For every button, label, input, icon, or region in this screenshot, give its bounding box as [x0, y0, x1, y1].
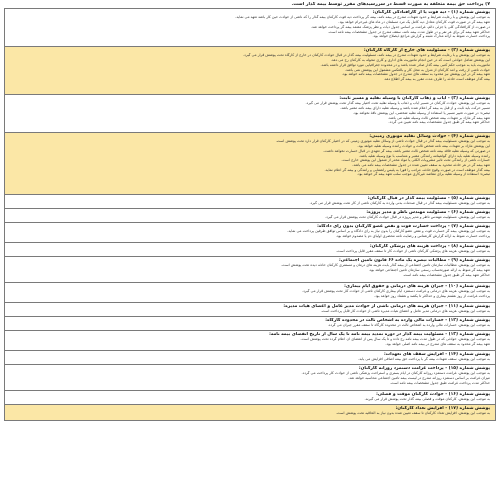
- coverage-title: پوشش شماره (۱۲) - خسارات مالی وارده به اشخاص ثالث در محدوده کارگاه:: [325, 318, 490, 323]
- document-header-line: ۷) پرداخت حق بیمه متعلقه به صورت قسط در سررسیدهای مقرر توسط بیمه گذار است.: [291, 2, 490, 7]
- coverage-text-line: به موجب این پوشش، مسئولیت بیمه گذار در قبال صدمات بدنی وارده به کارکنان ناشی از کار تحت پوشش قرار می گیرد.: [309, 201, 490, 206]
- coverage-section: [5, 303, 495, 317]
- coverage-text-line: به موجب این پوشش، مطالبات سازمان تامین اجتماعی از بیمه گذار بابت هزینه های درمان و مستمری کارکنان حادثه دیده تحت پوشش است.: [280, 263, 490, 268]
- coverage-text-line: به موجب این پوشش، هزینه های درمانی مدیر عامل و اعضای هیات مدیره ناشی از حوادث کار قابل پرداخت است.: [320, 309, 490, 314]
- coverage-title: پوشش شماره (۳) - ایاب و ذهاب کارکنان با وسیله نقلیه و مسیر ثابت:: [339, 96, 490, 101]
- coverage-section: [5, 95, 495, 133]
- coverage-text-line: در صورت از کارافتادگی کلی یا جزئی دائم، غرامت بر اساس جدول دیات و نظر پزشک معتمد بیمه گر پرداخت خواهد شد.: [310, 24, 490, 29]
- coverage-title: پوشش شماره (۱۶) - حوادث کارکنان موقت و فصلی:: [376, 392, 490, 397]
- coverage-text-line: بیمه گذار موظف است در صورت وقوع حادثه، مراتب را فوراً به پلیس راهنمایی و رانندگی و بیمه گر اعلام نماید.: [324, 167, 490, 172]
- coverage-text-line: پرداخت خسارت منوط به ارائه مدارک مثبته و گزارش مراجع ذیصلاح خواهد بود.: [372, 34, 490, 39]
- coverage-section: [5, 317, 495, 331]
- coverage-text-line: تعهد بیمه گر در این پوشش نیز محدود به سقف های مندرج در جدول مشخصات بیمه نامه خواهد بود.: [341, 72, 490, 77]
- coverage-section: [5, 391, 495, 405]
- coverage-title: پوشش شماره (۲) - مسئولیت های خارج از کارگاه کارکنان:: [363, 48, 490, 53]
- coverage-text-line: بیمه گذار موظف است حادثه را ظرف مدت مقرر به بیمه گر اطلاع دهد.: [383, 76, 490, 81]
- coverage-section: [5, 405, 495, 421]
- coverage-text-line: به موجب این پوشش و با رعایت شرایط و حدود تعهدات مندرج در بیمه نامه، بیمه گر پرداخت دیه فوت کارکنان بیمه گذار را که ناشی از حوادث حین کار باشد تعهد می نماید.: [235, 15, 490, 20]
- coverage-section: [5, 133, 495, 195]
- coverage-text-line: حداکثر تعهد بیمه گر طبق جدول مشخصات بیمه نامه است.: [402, 272, 490, 277]
- coverage-text-line: این پوشش شامل حوادثی است که در حین انجام ماموریت های اداری و کاری محوله به کارکنان رخ می دهد.: [330, 58, 490, 63]
- coverage-text-line: به موجب این پوشش، کارکنان موقت و فصلی بیمه گذار تحت پوشش قرار می گیرند.: [364, 397, 490, 402]
- coverage-text-line: تبصره: استفاده از وسیله نقلیه برای مقاصد غیرکاری موجب سلب تعهد بیمه گر خواهد بود.: [356, 172, 490, 177]
- coverage-title: پوشش شماره (۱) - دیه فوت یا از کارافتادگی کارکنان:: [372, 10, 490, 15]
- coverage-text-line: تعهد بیمه گر منوط به ارائه صورتحساب رسمی سازمان تامین اجتماعی خواهد بود.: [368, 268, 490, 273]
- coverage-text-line: به موجب این پوشش، مسئولیت بیمه گذار در قبال حوادث ناشی از وسائل نقلیه موتوری زمینی که در اختیار کارکنان قرار دارد تحت پوشش است.: [275, 139, 490, 144]
- coverage-text-line: در صورتی که وسیله نقلیه فاقد بیمه نامه شخص ثالث معتبر باشد، بیمه گر تعهدی در قبال خسارت نخواهد داشت.: [323, 148, 490, 153]
- coverage-section: [5, 223, 495, 243]
- coverage-text-line: به موجب این پوشش، بیمه گر خسارت فوت و نقص عضو کارکنان را بدون نیاز به رای دادگاه و بر اساس توافق طرفین پرداخت می نماید.: [287, 229, 490, 234]
- coverage-text-line: راننده وسیله نقلیه باید دارای گواهینامه رانندگی معتبر و متناسب با نوع وسیله نقلیه باشد.: [358, 153, 490, 158]
- coverage-text-line: میزان غرامت بر اساس دستمزد روزانه مندرج در لیست بیمه تامین اجتماعی محاسبه خواهد شد.: [348, 376, 490, 381]
- coverage-section: [5, 47, 495, 95]
- coverage-text-line: به موجب این پوشش، مسئولیت مهندس ناظر و مدیر پروژه در قبال حوادث کارکنان تحت پوشش قرار می گیرد.: [324, 215, 490, 220]
- coverage-section: [5, 331, 495, 351]
- coverage-section: [5, 9, 495, 47]
- coverage-title: پوشش شماره (۱۴) - افزایش سقف های تعهدات:: [383, 352, 490, 357]
- coverage-text-line: به موجب این پوشش، سقف تعهدات بیمه گر با پرداخت حق بیمه اضافی افزایش می یابد.: [358, 357, 490, 362]
- coverage-title: پوشش شماره (۶) - مسئولیت مهندس ناظر و مدیر پروژه:: [366, 210, 490, 215]
- coverage-text-line: به موجب این پوشش، خسارات مالی وارده به اشخاص ثالث در محدوده کارگاه تا سقف مقرر جبران می گردد.: [327, 323, 490, 328]
- coverage-text-line: ماموریت باید به موجب حکم کتبی بیمه گذار صادر شده باشد و در محدوده جغرافیایی مورد توافق قرار داشته باشد.: [320, 62, 490, 67]
- coverage-text-line: مسیر حرکت باید ثابت و از قبل به بیمه گر اعلام شده باشد و وسیله نقلیه دارای بیمه نامه معتبر باشد.: [340, 106, 490, 111]
- coverage-text-line: به موجب این پوشش، افزایش تعداد کارکنان تا سقف تعیین شده بدون نیاز به الحاقیه تحت پوشش است.: [335, 411, 490, 416]
- coverage-text-line: پرداخت خسارت منوط به ارائه گزارش کارشناس و رضایت نامه محضری اولیای دم یا مصدوم خواهد بود.: [335, 234, 490, 239]
- coverage-text-line: تعهد بیمه گر در هر حادثه محدود به سقف تعیین شده در جدول مشخصات بیمه نامه می باشد.: [352, 162, 490, 167]
- coverage-title: پوشش شماره (۸) - پرداخت هزینه های پزشکی کارکنان:: [369, 244, 490, 249]
- coverage-text-line: حوادث ناشی از رفت و آمد کارکنان از منزل به محل کار و بالعکس مشمول این پوشش نمی باشد.: [344, 67, 490, 72]
- coverage-text-line: به موجب این پوشش، غرامت دستمزد روزانه کارکنان در ایام بستری و استراحت پزشکی ناشی از حوادث کار پرداخت می گردد.: [301, 371, 490, 376]
- coverage-title: پوشش شماره (۷) - پرداخت خسارت فوت و نقص عضو کارکنان بدون رای دادگاه:: [317, 224, 490, 229]
- coverage-text-line: حداکثر تعهد بیمه گر برای هر نفر و در طول مدت بیمه نامه، سقف مندرج در جدول مشخصات بیمه نامه است.: [327, 29, 490, 34]
- coverage-title: پوشش شماره (۴) - حوادث وسائل نقلیه موتوری زمینی:: [369, 134, 490, 139]
- coverage-text-line: خسارات ناشی از رانندگی تحت تاثیر مشروبات الکلی یا مواد مخدر از شمول این پوشش خارج است.: [341, 158, 490, 163]
- coverage-text-line: تعهد بیمه گر مازاد بر تعهدات بیمه شخص ثالث وسیله نقلیه می باشد.: [387, 115, 490, 120]
- coverage-text-line: این پوشش مازاد بر تعهدات بیمه نامه شخص ثالث و حوادث راننده وسیله نقلیه خواهد بود.: [357, 144, 490, 149]
- coverage-text-line: پرداخت غرامت از روز هشتم بیماری و حداکثر تا یکصد و هشتاد روز خواهد بود.: [374, 294, 490, 299]
- coverage-title: پوشش شماره (۱۵) - پرداخت غرامت دستمزد روزانه کارکنان:: [358, 366, 490, 371]
- coverage-text-line: به موجب این پوشش و با رعایت شرایط و حدود تعهدات مندرج در بیمه نامه، مسئولیت بیمه گذار در قبال حوادث کارکنان در خارج از کارگاه تحت پوشش قرار می گیرد.: [243, 53, 490, 58]
- coverage-title: پوشش شماره (۱۰) - جبران هزینه های درمانی و حقوق ایام بیماری:: [344, 284, 490, 289]
- coverage-section: [5, 257, 495, 283]
- coverage-title: پوشش شماره (۹) - مطالبات تبصره یک ماده ۶۶ قانون تامین اجتماعی:: [339, 258, 490, 263]
- coverage-text-line: به موجب این پوشش، حوادثی که در طول مدت بیمه نامه رخ داده و تا یک سال پس از انقضای آن اعلام گردد تحت پوشش است.: [300, 337, 490, 342]
- coverage-section: [5, 243, 495, 257]
- coverage-text-line: به موجب این پوشش، هزینه های درمانی و غرامت دستمزد ایام بیماری کارکنان ناشی از حوادث کار تحت پوشش قرار می گیرد.: [301, 289, 490, 294]
- coverage-text-line: حداکثر تعهد بیمه گر طبق جدول مشخصات بیمه نامه تعیین می گردد.: [388, 120, 490, 125]
- coverage-text-line: به موجب این پوشش، حوادث کارکنان در مسیر ایاب و ذهاب با وسیله نقلیه تحت اختیار بیمه گذار تحت پوشش قرار می گیرد.: [305, 101, 490, 106]
- coverage-section: [5, 283, 495, 303]
- coverage-title: پوشش شماره (۱۳) - مسئولیت بیمه گذار در دوره تمدید بیمه نامه تا یک سال از تاریخ انقضای بیمه نامه:: [269, 332, 490, 337]
- coverage-text-line: تبصره: در صورت تغییر مسیر یا استفاده از وسیله نقلیه شخصی، این پوشش نافذ نخواهد بود.: [352, 110, 490, 115]
- coverage-section: [5, 209, 495, 223]
- coverage-section: [5, 365, 495, 391]
- coverages-table: [4, 8, 496, 421]
- coverage-title: پوشش شماره (۵) - مسئولیت بیمه گذار در قبال کارکنان:: [367, 196, 490, 201]
- coverage-text-line: تعهد بیمه گر محدود به سقف های مندرج در بیمه نامه اصلی خواهد بود.: [385, 342, 490, 347]
- coverage-title: پوشش شماره (۱۱) - جبران هزینه های درمانی ناشی از حوادث مدیر عامل و اعضای هیات مدیره:: [283, 304, 490, 309]
- coverage-section: [5, 195, 495, 209]
- coverage-text-line: به موجب این پوشش، هزینه های پزشکی کارکنان ناشی از حوادث کار تا سقف مقرر قابل پرداخت است.: [335, 249, 490, 254]
- coverage-title: پوشش شماره (۱۷) - افزایش تعداد کارکنان:: [395, 406, 490, 411]
- coverage-section: [5, 351, 495, 365]
- coverage-text-line: تعهد بیمه گر در صورت فوت کارکنان معادل دیه کامل یک مرد مسلمان در ماه های غیرحرام خواهد بود.: [338, 20, 490, 25]
- coverage-text-line: حداکثر مدت پرداخت غرامت طبق جدول مشخصات بیمه نامه است.: [389, 380, 490, 385]
